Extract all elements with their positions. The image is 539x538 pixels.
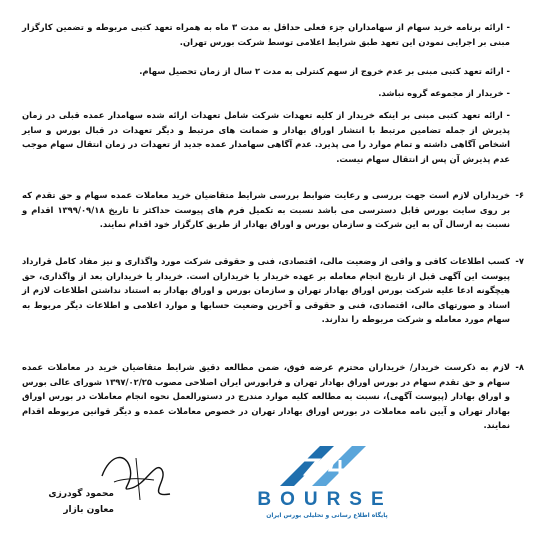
numbered-item-8 [22,360,524,433]
signer-info [34,486,114,518]
paragraph-text: - ارائه تعهد کتبی مبنی بر عدم خروج از سهم کنترلی به مدت ۲ سال از زمان تحصیل سهام. [139,66,510,76]
logo-wordmark: BOURSE [257,489,393,510]
condition-item [22,64,510,79]
condition-item [22,108,510,166]
item-number: ۸- [515,362,524,372]
numbered-item-7 [22,254,524,327]
condition-item [22,20,510,49]
paragraph-text: - ارائه برنامه خرید سهام از سهامداران جزء فعلی حداقل به مدت ۳ ماه به همراه تعهد کتبی مربوطه و تضمین کارگزار مبنی بر اجرایی نمودن این تعهد طبق شرایط اعلامی توسط شرکت بورس تهران. [22,22,510,47]
paragraph-text: - ارائه تعهد کتبی مبنی بر اینکه خریدار از کلیه تعهدات شرکت شامل تعهدات ارائه شده سهامدار عمده قبلی در زمان پذیرش از جمله تضامین مرتبط با انتشار اوراق بهادار و ضمانت های مرتبط و دیگر تعهدات در قبال بورس و سایر اشخاص آگاهی داشته و تمام موارد را می پذیرد. عدم آگاهی سهامدار عمده جدید از تعهدات در زمان انتقال سهام موجب عدم پذیرش آن پس از انتقال سهام نیست. [22,110,510,164]
item-number: ۷- [515,256,524,266]
paragraph-text: لازم به ذکرست خریدار/ خریداران محترم عرضه فوق، ضمن مطالعه دقیق شرایط متقاضیان خرید در معاملات عمده سهام و حق تقدم سهام در بورس اوراق بهادار تهران و فرابورس ایران اصلاحی مصوب ۱۳۹۷/۰۲/۲۵ شورای عالی بورس و اوراق بهادار (پیوست آگهی)، نسبت به مطالعه کلیه موارد مندرج در دستورالعمل نحوه انجام معاملات در بورس اوراق بهادار تهران و آیین نامه معاملات در بورس اوراق بهادار تهران در خصوص معاملات عمده و دیگر قوانین مربوطه اقدام نمایند. [22,362,511,431]
paragraph-text: - خریدار از مجموعه گروه نباشد. [378,88,510,98]
condition-item [22,86,510,101]
paragraph-text: کسب اطلاعات کافی و وافی از وضعیت مالی، اقتصادی، فنی و حقوقی شرکت مورد واگذاری و نیز مفاد کامل قرارداد پیوست این آگهی قبل از تاریخ انجام معامله بر عهده خریدار یا خریداران است. خریدار یا خریداران بعد از واگذاری، حق هیچگونه ادعا علیه شرکت بورس اوراق بهادار تهران و سازمان بورس و اوراق بهادار به استناد نداشتن اطلاعات لازم از اسناد و صورتهای مالی، اقتصادی، فنی و حقوقی و آخرین وضعیت حسابها و موارد اعلامی و اطلاعات دیگر مربوط به سهام مورد معامله و شرکت مربوطه را ندارند. [22,256,510,325]
item-number: ۶- [515,190,524,200]
bourse-24-logo-icon [272,440,377,490]
signer-title: معاون بازار [63,505,114,515]
bourse-logo [212,440,437,535]
signature-block [0,440,539,538]
numbered-item-6 [22,188,524,232]
logo-tagline: پایگاه اطلاع رسانی و تحلیلی بورس ایران [266,512,388,519]
paragraph-text: خریداران لازم است جهت بررسی و رعایت ضوابط بررسی شرایط متقاضیان خرید معاملات عمده سهام و حق تقدم که بر روی سایت بورس قابل دسترسی می باشد نسبت به تکمیل فرم های پیوست حداکثر تا تاریخ ۱۳۹۹/۰۹/۱۸ اقدام و نسبت به ارسال آن به این شرکت و سازمان بورس و اوراق بهادار از طریق کارگزار خود اقدام نمایند. [22,190,510,230]
signer-name: محمود گودرزی [48,489,114,499]
